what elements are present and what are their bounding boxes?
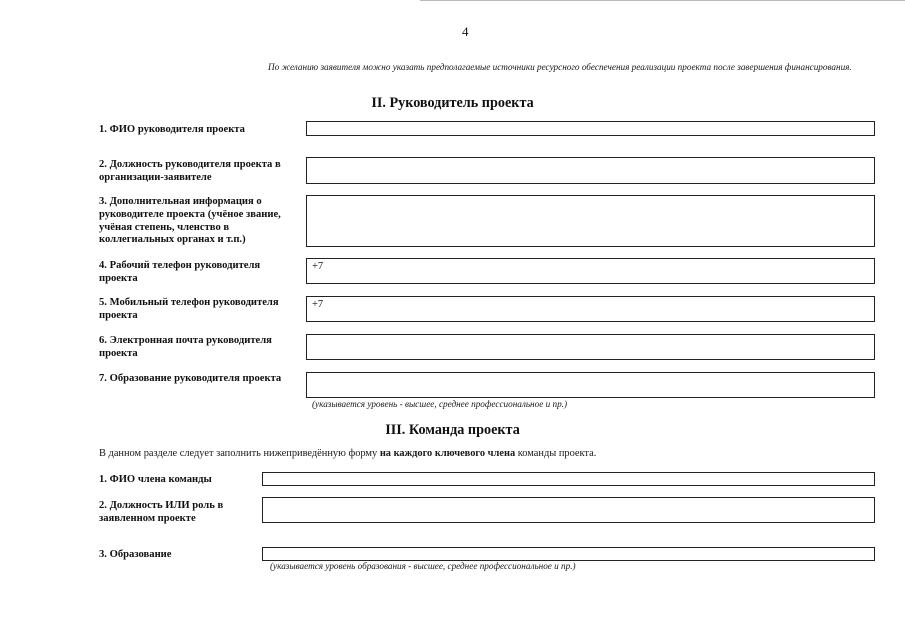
manager-additional-info-label: 3. Дополнительная информация о руководителе проекта (учёное звание, учёная степень, членство в коллегиальных органах и т.п.) — [99, 196, 281, 246]
manager-education-hint: (указывается уровень - высшее, среднее профессиональное и пр.) — [312, 399, 568, 409]
team-intro-end: команды проекта. — [515, 448, 597, 459]
top-rule — [420, 0, 905, 1]
manager-work-phone-value: +7 — [312, 261, 324, 272]
manager-mobile-phone-value: +7 — [312, 299, 324, 310]
team-intro-emphasis: на каждого ключевого члена — [379, 448, 516, 459]
member-education-field[interactable] — [262, 547, 875, 561]
section-3-title: III. Команда проекта — [385, 422, 520, 438]
member-education-label: 3. Образование — [99, 549, 172, 560]
manager-education-field[interactable] — [306, 372, 875, 398]
manager-name-field[interactable] — [306, 121, 875, 136]
manager-education-label: 7. Образование руководителя проекта — [99, 373, 282, 384]
member-name-field[interactable] — [262, 472, 875, 486]
team-intro-start: В данном разделе следует заполнить нижеприведённую форму — [99, 448, 380, 459]
manager-email-field[interactable] — [306, 334, 875, 360]
manager-position-field[interactable] — [306, 157, 875, 184]
member-role-field[interactable] — [262, 497, 875, 523]
page-number: 4 — [462, 24, 469, 39]
manager-email-label: 6. Электронная почта руководителя проекта — [99, 335, 272, 359]
manager-mobile-phone-label: 5. Мобильный телефон руководителя проекта — [99, 297, 279, 321]
member-role-label: 2. Должность ИЛИ роль в заявленном проекте — [99, 500, 224, 524]
member-education-hint: (указывается уровень образования - высшее, среднее профессиональное и пр.) — [270, 561, 576, 571]
team-intro — [99, 448, 799, 459]
section-2-title: II. Руководитель проекта — [371, 95, 534, 111]
manager-position-label: 2. Должность руководителя проекта в организации-заявителе — [99, 159, 281, 183]
member-name-label: 1. ФИО члена команды — [99, 474, 212, 485]
manager-additional-info-field[interactable] — [306, 195, 875, 247]
resource-note: По желанию заявителя можно указать предполагаемые источники ресурсного обеспечения реализации проекта после завершения финансирования. — [268, 62, 852, 72]
manager-name-label: 1. ФИО руководителя проекта — [99, 124, 245, 135]
manager-mobile-phone-field[interactable] — [306, 296, 875, 322]
manager-work-phone-label: 4. Рабочий телефон руководителя проекта — [99, 260, 261, 284]
manager-work-phone-field[interactable] — [306, 258, 875, 284]
